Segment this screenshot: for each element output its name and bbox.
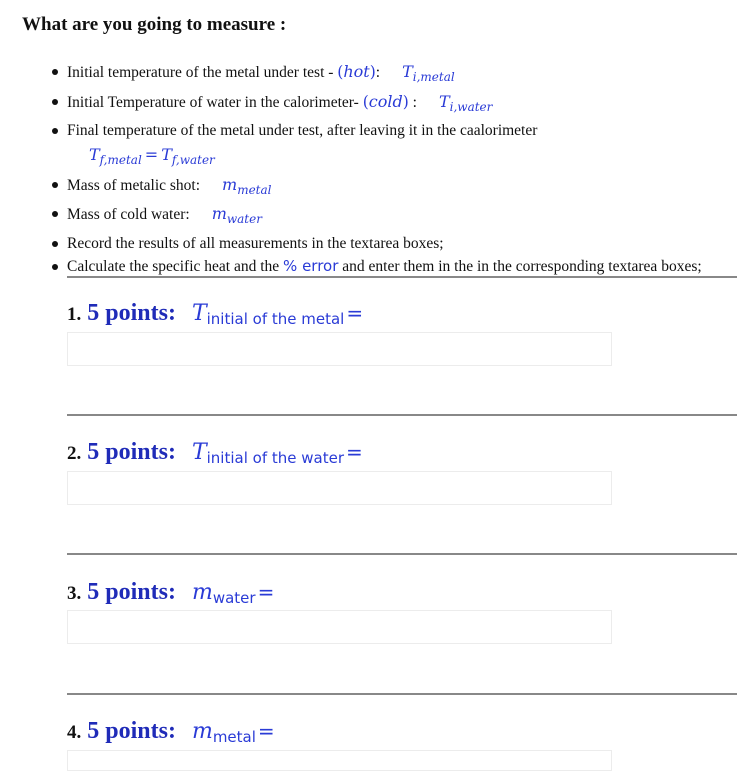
question-2 [67, 439, 363, 466]
question-points: 5 points: [87, 718, 176, 744]
answer-textarea-2[interactable] [67, 471, 612, 505]
list-item-initial-water-temp [67, 90, 727, 120]
bullet-colon: : [375, 64, 381, 81]
paren-open: ( [337, 63, 344, 81]
bullet-text: Mass of metalic shot: [67, 176, 201, 194]
paren-open: ( [362, 92, 369, 111]
bullet-text: Mass of cold water: [67, 206, 190, 224]
paren-close: ) [402, 92, 409, 111]
question-4 [67, 718, 275, 745]
bullet-text: Calculate the specific heat and the [67, 258, 284, 276]
section-divider [67, 276, 737, 278]
bullet-colon: : [408, 93, 417, 111]
list-item-final-temp [67, 119, 727, 172]
list-item-record-results [67, 232, 727, 256]
question-number: 4. [67, 722, 82, 743]
math-hot: hot [343, 62, 370, 81]
question-points: 5 points: [87, 439, 176, 465]
math-cold: cold [368, 91, 403, 111]
bullet-text: Initial Temperature of water in the calorimeter- [67, 93, 363, 111]
question-equals: = [257, 580, 275, 604]
question-symbol: T [191, 440, 207, 465]
question-points: 5 points: [87, 300, 176, 326]
list-item-metal-mass [67, 173, 727, 203]
bullet-text: Final temperature of the metal under test, after leaving it in the caalorimeter [67, 122, 538, 140]
question-equals: = [257, 719, 275, 743]
answer-textarea-4[interactable] [67, 750, 612, 771]
math-percent-error: % error [283, 257, 339, 276]
math-t-i-metal: $T_{i,metal}$ [402, 62, 455, 85]
question-symbol: m [191, 580, 213, 605]
section-divider [67, 414, 737, 416]
list-item-initial-metal-temp [67, 60, 727, 90]
section-divider [67, 693, 737, 695]
question-symbol: T [191, 301, 207, 326]
question-symbol: m [191, 719, 213, 744]
bullet-text: Record the results of all measurements in the textarea boxes; [67, 234, 444, 252]
bullet-text: and enter them in the in the corresponding textarea boxes; [338, 258, 702, 276]
section-divider [67, 553, 737, 555]
question-1 [67, 300, 363, 327]
question-subscript: initial of the water [206, 449, 344, 467]
question-number: 3. [67, 583, 82, 604]
answer-textarea-1[interactable] [67, 332, 612, 366]
list-item-water-mass [67, 202, 727, 232]
math-t-i-water: $T_{i,water}$ [438, 91, 493, 114]
instructions-list [67, 60, 727, 279]
question-subscript: water [212, 589, 256, 607]
answer-textarea-3[interactable] [67, 610, 612, 644]
question-3 [67, 579, 274, 606]
math-m-water: $m_{water}$ [211, 204, 262, 227]
question-points: 5 points: [87, 579, 176, 605]
bullet-text: Initial temperature of the metal under test - [67, 64, 338, 81]
paren-close: ) [369, 63, 376, 81]
math-final-temp-equation: $T_{f,metal} = T_{f,water}$ [89, 144, 215, 168]
question-equals: = [346, 301, 364, 325]
math-m-metal: $m_{metal}$ [222, 174, 272, 197]
question-number: 2. [67, 443, 82, 464]
question-subscript: metal [212, 728, 256, 746]
question-equals: = [346, 440, 363, 464]
question-subscript: initial of the metal [206, 310, 345, 328]
page-heading: What are you going to measure : [22, 14, 287, 35]
question-number: 1. [67, 304, 82, 325]
